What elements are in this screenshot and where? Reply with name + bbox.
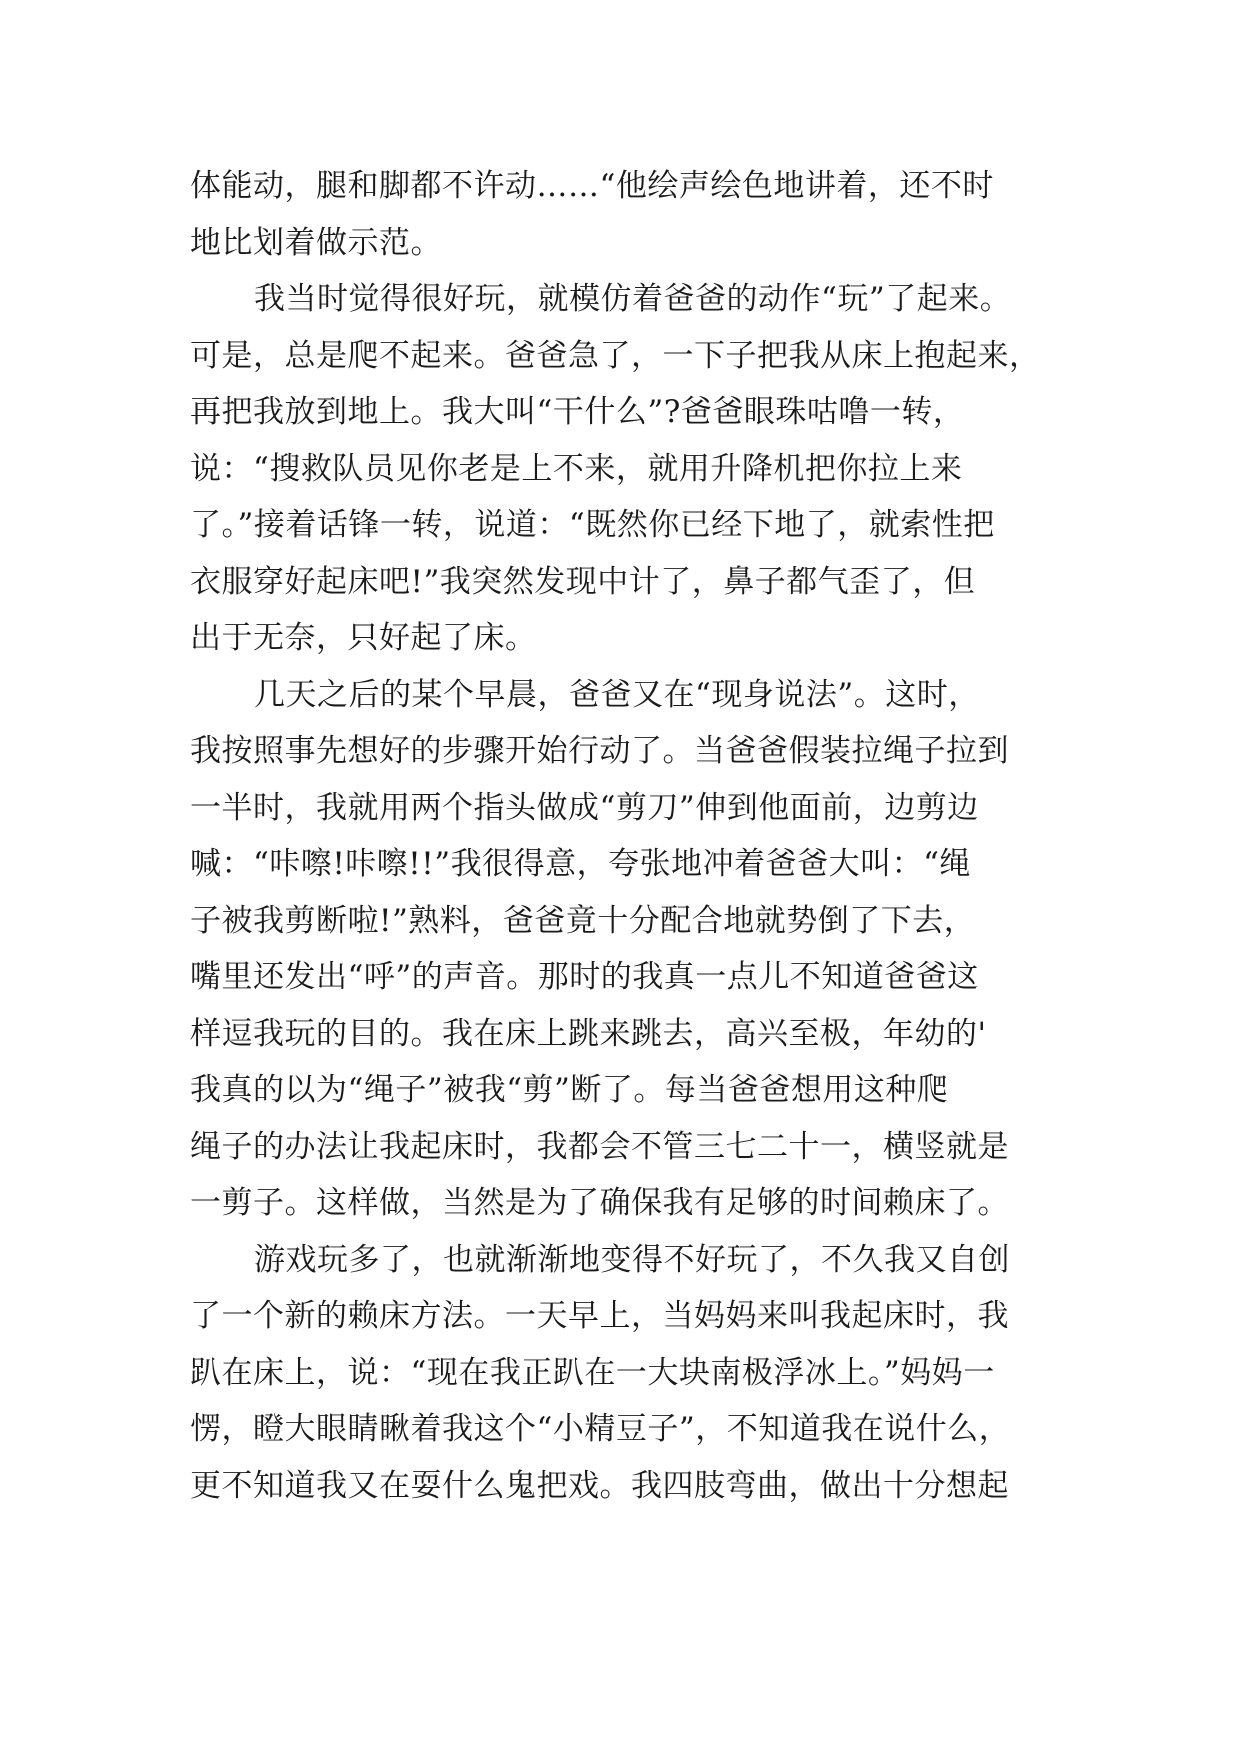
text-line: 了。”接着话锋一转，说道：“既然你已经下地了，就索性把 <box>190 507 995 543</box>
text-line: 可是，总是爬不起来。爸爸急了，一下子把我从床上抱起来， <box>190 337 1041 374</box>
text-line: 再把我放到地上。我大叫“干什么”?爸爸眼珠咕噜一转， <box>190 394 965 430</box>
text-line: 愣，瞪大眼睛瞅着我这个“小精豆子”，不知道我在说什么， <box>190 1411 1011 1447</box>
paragraph-start-line: 几天之后的某个早晨，爸爸又在“现身说法”。这时， <box>254 676 980 713</box>
text-line: 子被我剪断啦!”熟料，爸爸竟十分配合地就势倒了下去， <box>190 902 976 939</box>
text-line: 体能动，腿和脚都不许动……“他绘声绘色地讲着，还不时 <box>190 168 994 204</box>
text-line: 了一个新的赖床方法。一天早上，当妈妈来叫我起床时，我 <box>190 1298 1009 1334</box>
paragraph-start-line: 游戏玩多了，也就渐渐地变得不好玩了，不久我又自创 <box>254 1241 1010 1278</box>
text-line: 说：“搜救队员见你老是上不来，就用升降机把你拉上来 <box>190 450 963 487</box>
text-line: 趴在床上，说：“现在我正趴在一大块南极浮冰上。”妈妈一 <box>190 1354 995 1391</box>
text-line: 我按照事先想好的步骤开始行动了。当爸爸假装拉绳子拉到 <box>190 733 1009 769</box>
text-line: 嘴里还发出“呼”的声音。那时的我真一点儿不知道爸爸这 <box>190 959 979 995</box>
text-line: 出于无奈，只好起了床。 <box>190 620 537 656</box>
text-line: 衣服穿好起床吧!”我突然发现中计了，鼻子都气歪了，但 <box>190 563 976 600</box>
text-line: 我真的以为“绳子”被我“剪”断了。每当爸爸想用这种爬 <box>190 1072 949 1108</box>
text-line: 更不知道我又在耍什么鬼把戏。我四肢弯曲，做出十分想起 <box>190 1467 1009 1504</box>
text-line: 地比划着做示范。 <box>190 224 442 261</box>
document-body <box>190 158 1070 1514</box>
text-line: 一半时，我就用两个指头做成“剪刀”伸到他面前，边剪边 <box>190 789 979 826</box>
text-line: 一剪子。这样做，当然是为了确保我有足够的时间赖床了。 <box>190 1185 1009 1221</box>
text-line: 喊：“咔嚓!咔嚓!!”我很得意，夸张地冲着爸爸大叫：“绳 <box>190 846 971 882</box>
text-line: 绳子的办法让我起床时，我都会不管三七二十一，横竖就是 <box>190 1128 1009 1165</box>
paragraph-start-line: 我当时觉得很好玩，就模仿着爸爸的动作“玩”了起来。 <box>254 281 1012 317</box>
text-line: 样逗我玩的目的。我在床上跳来跳去，高兴至极，年幼的' <box>190 1015 987 1052</box>
